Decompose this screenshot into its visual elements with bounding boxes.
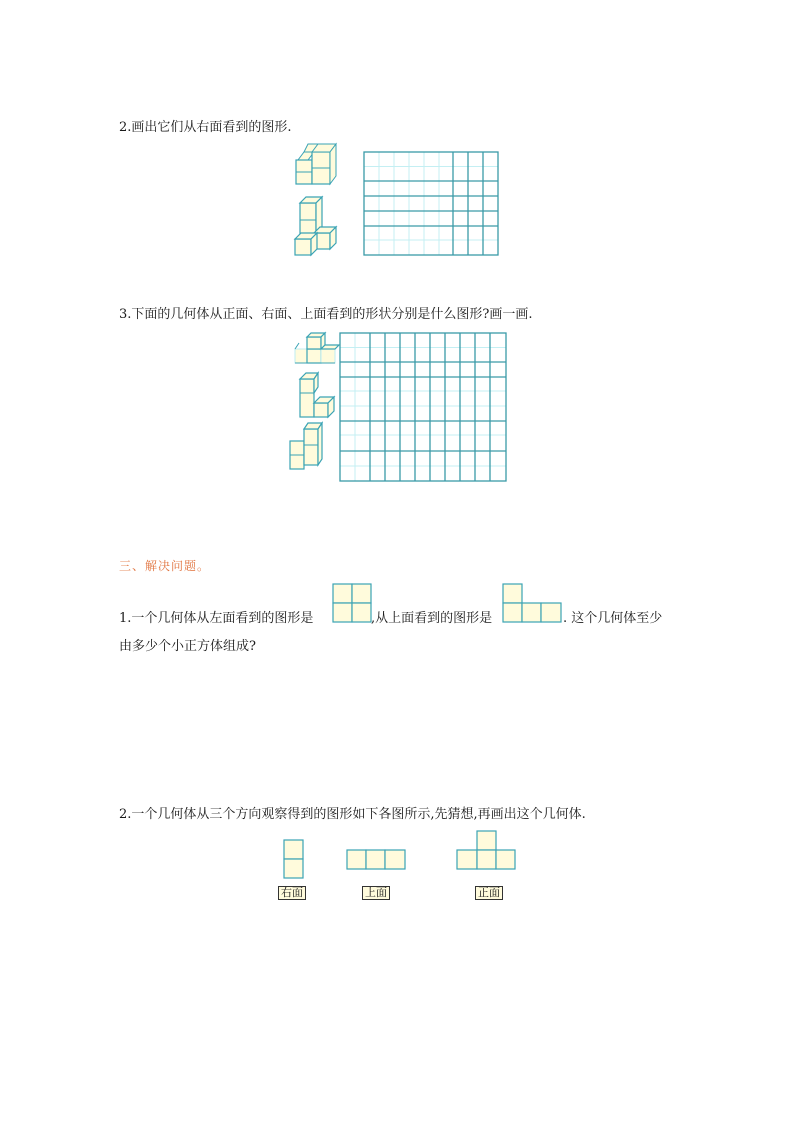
- drawing-grid-q2: [364, 152, 500, 256]
- drawing-grid-q3: [340, 333, 508, 483]
- cube-figure-q3-c: [288, 423, 328, 473]
- left-view-figure: [333, 584, 373, 624]
- front-view-figure: [457, 831, 517, 871]
- problem-1-part1: 1.一个几何体从左面看到的图形是: [119, 611, 314, 626]
- right-view-figure: [284, 840, 306, 880]
- cube-figure-q3-b: [298, 373, 338, 419]
- question-2-text: 2.画出它们从右面看到的图形.: [119, 120, 292, 135]
- right-view-label: 右面: [278, 886, 306, 900]
- top-view-label: 上面: [362, 886, 390, 900]
- cube-figure-q2-b: [292, 195, 342, 257]
- problem-1-line2: 由多少个小正方体组成?: [119, 639, 256, 654]
- section-title: 三、解决问题。: [119, 559, 211, 573]
- question-3-text: 3.下面的几何体从正面、右面、上面看到的形状分别是什么图形?画一画.: [119, 307, 533, 322]
- problem-2-text: 2.一个几何体从三个方向观察得到的图形如下各图所示,先猜想,再画出这个几何体.: [119, 807, 586, 822]
- top-view-figure-p2: [347, 850, 407, 872]
- problem-1-part3: . 这个几何体至少: [563, 611, 663, 626]
- problem-1-part2: ,从上面看到的图形是: [371, 611, 493, 626]
- cube-figure-q3-a: [293, 333, 343, 367]
- cube-figure-q2-a: [294, 140, 339, 190]
- top-view-figure: [503, 584, 563, 624]
- front-view-label: 正面: [475, 886, 503, 900]
